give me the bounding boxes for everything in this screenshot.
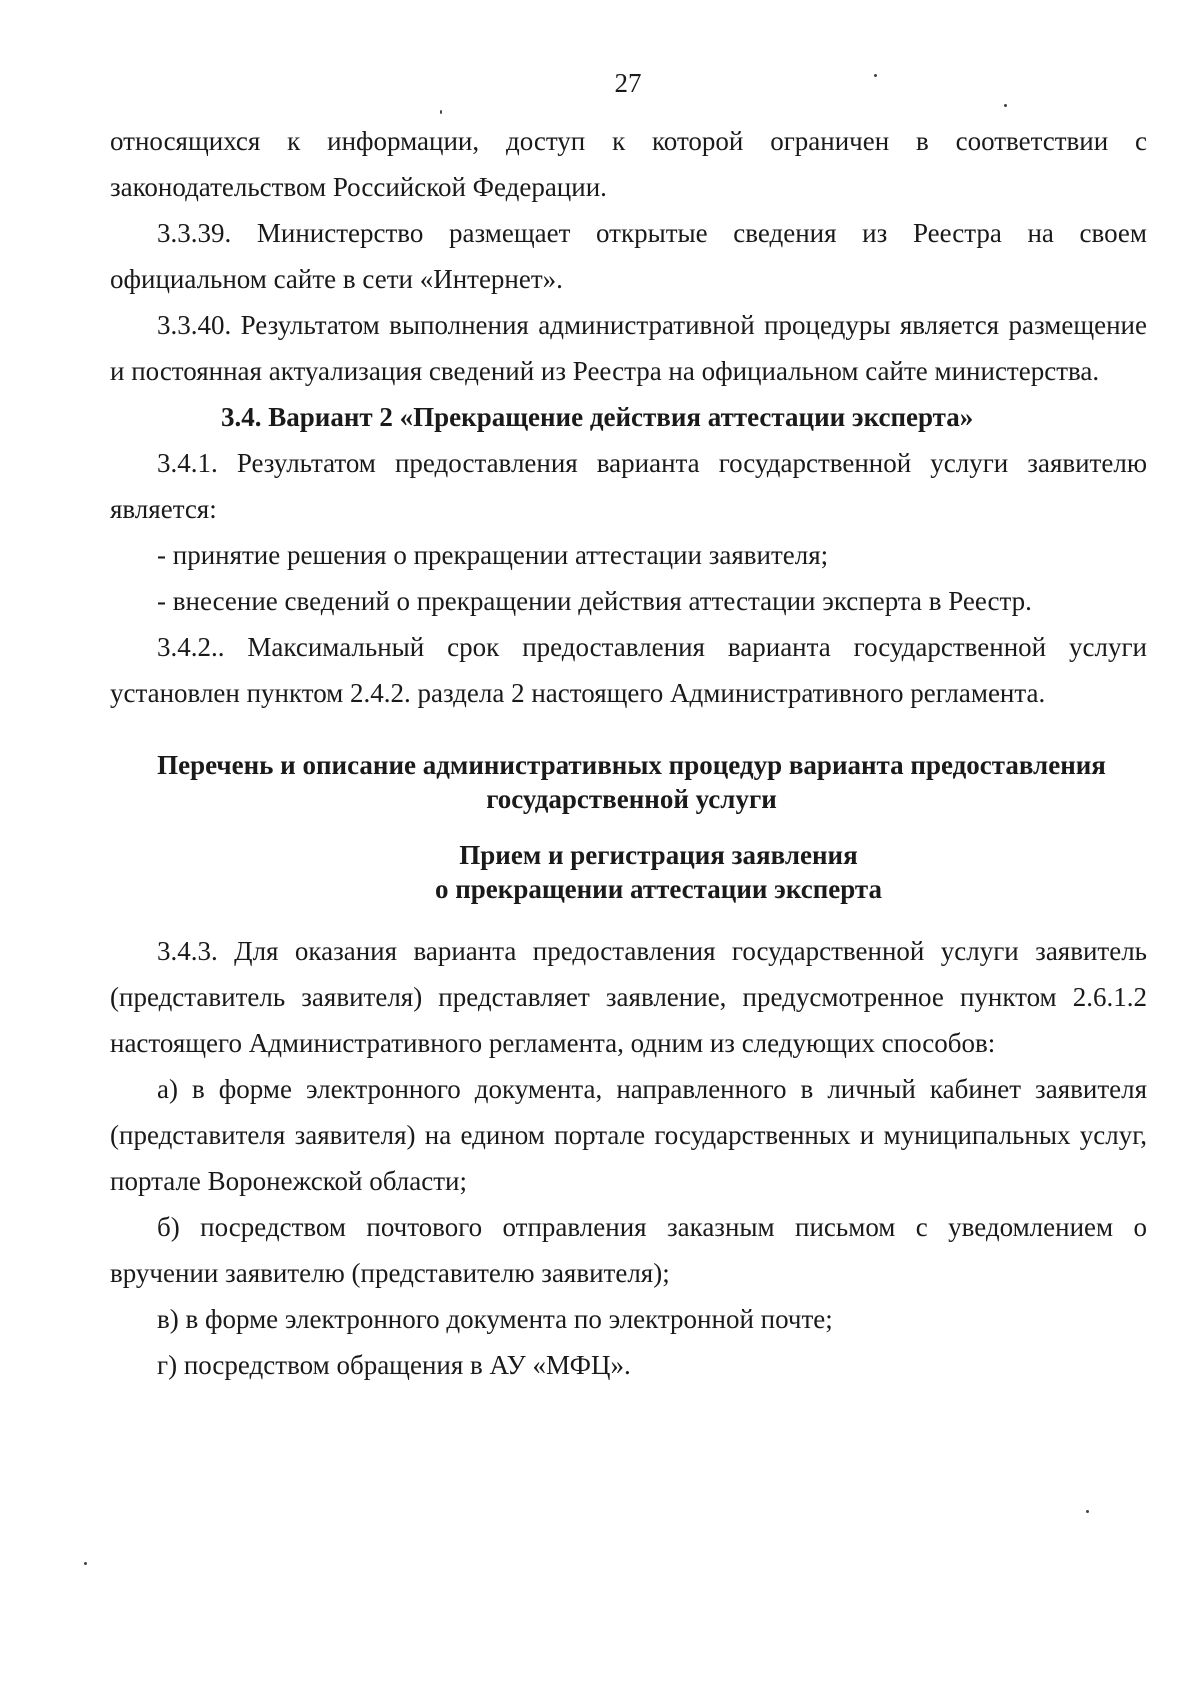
list-item-option-a: а) в форме электронного документа, направленного в личный кабинет заявителя (представителя заявителя) на едином портале государственных и муниципальных услуг, портале Воронежской области;: [110, 1074, 1147, 1196]
procedures-list-heading-line-1: Перечень и описание административных процедур варианта предоставления: [157, 750, 1106, 780]
scan-speck: [84, 1562, 87, 1565]
list-item-option-d: г) посредством обращения в АУ «МФЦ».: [157, 1350, 631, 1380]
page-number: 27: [614, 68, 642, 98]
reception-subheading-line-2: о прекращении аттестации эксперта: [434, 874, 883, 904]
procedures-list-heading-line-2: государственной услуги: [486, 784, 777, 814]
list-item-option-b: б) посредством почтового отправления заказным письмом с уведомлением о вручении заявителю (представителю заявителя);: [110, 1212, 1147, 1288]
paragraph-3-4-1: 3.4.1. Результатом предоставления варианта государственной услуги заявителю является:: [110, 448, 1147, 524]
document-body: [110, 118, 1147, 1388]
list-item-option-c: в) в форме электронного документа по электронной почте;: [157, 1304, 833, 1334]
scan-speck: [440, 110, 442, 114]
paragraph-continuation: относящихся к информации, доступ к которой ограничен в соответствии с законодательством Российской Федерации.: [110, 126, 1147, 202]
list-item-decision: - принятие решения о прекращении аттестации заявителя;: [157, 540, 829, 570]
paragraph-3-3-40: 3.3.40. Результатом выполнения административной процедуры является размещение и постоянная актуализация сведений из Реестра на официальном сайте министерства.: [110, 310, 1147, 386]
reception-subheading-line-1: Прием и регистрация заявления: [459, 840, 858, 870]
scan-speck: [1004, 104, 1007, 107]
paragraph-3-3-39: 3.3.39. Министерство размещает открытые сведения из Реестра на своем официальном сайте в сети «Интернет».: [110, 218, 1147, 294]
scan-speck: [1086, 1510, 1089, 1513]
paragraph-3-4-3: 3.4.3. Для оказания варианта предоставления государственной услуги заявитель (представитель заявителя) представляет заявление, предусмотренное пунктом 2.6.1.2 настоящего Административного регламента, одним из следующих способов:: [110, 936, 1147, 1058]
paragraph-3-4-2: 3.4.2.. Максимальный срок предоставления варианта государственной услуги установлен пунктом 2.4.2. раздела 2 настоящего Административного регламента.: [110, 632, 1147, 708]
procedures-list-heading: [110, 748, 1147, 816]
list-item-registry-entry: - внесение сведений о прекращении действия аттестации эксперта в Реестр.: [157, 586, 1032, 616]
scan-speck: [874, 74, 877, 77]
section-heading-3-4: 3.4. Вариант 2 «Прекращение действия аттестации эксперта»: [221, 402, 974, 432]
reception-subheading: [110, 838, 1147, 906]
